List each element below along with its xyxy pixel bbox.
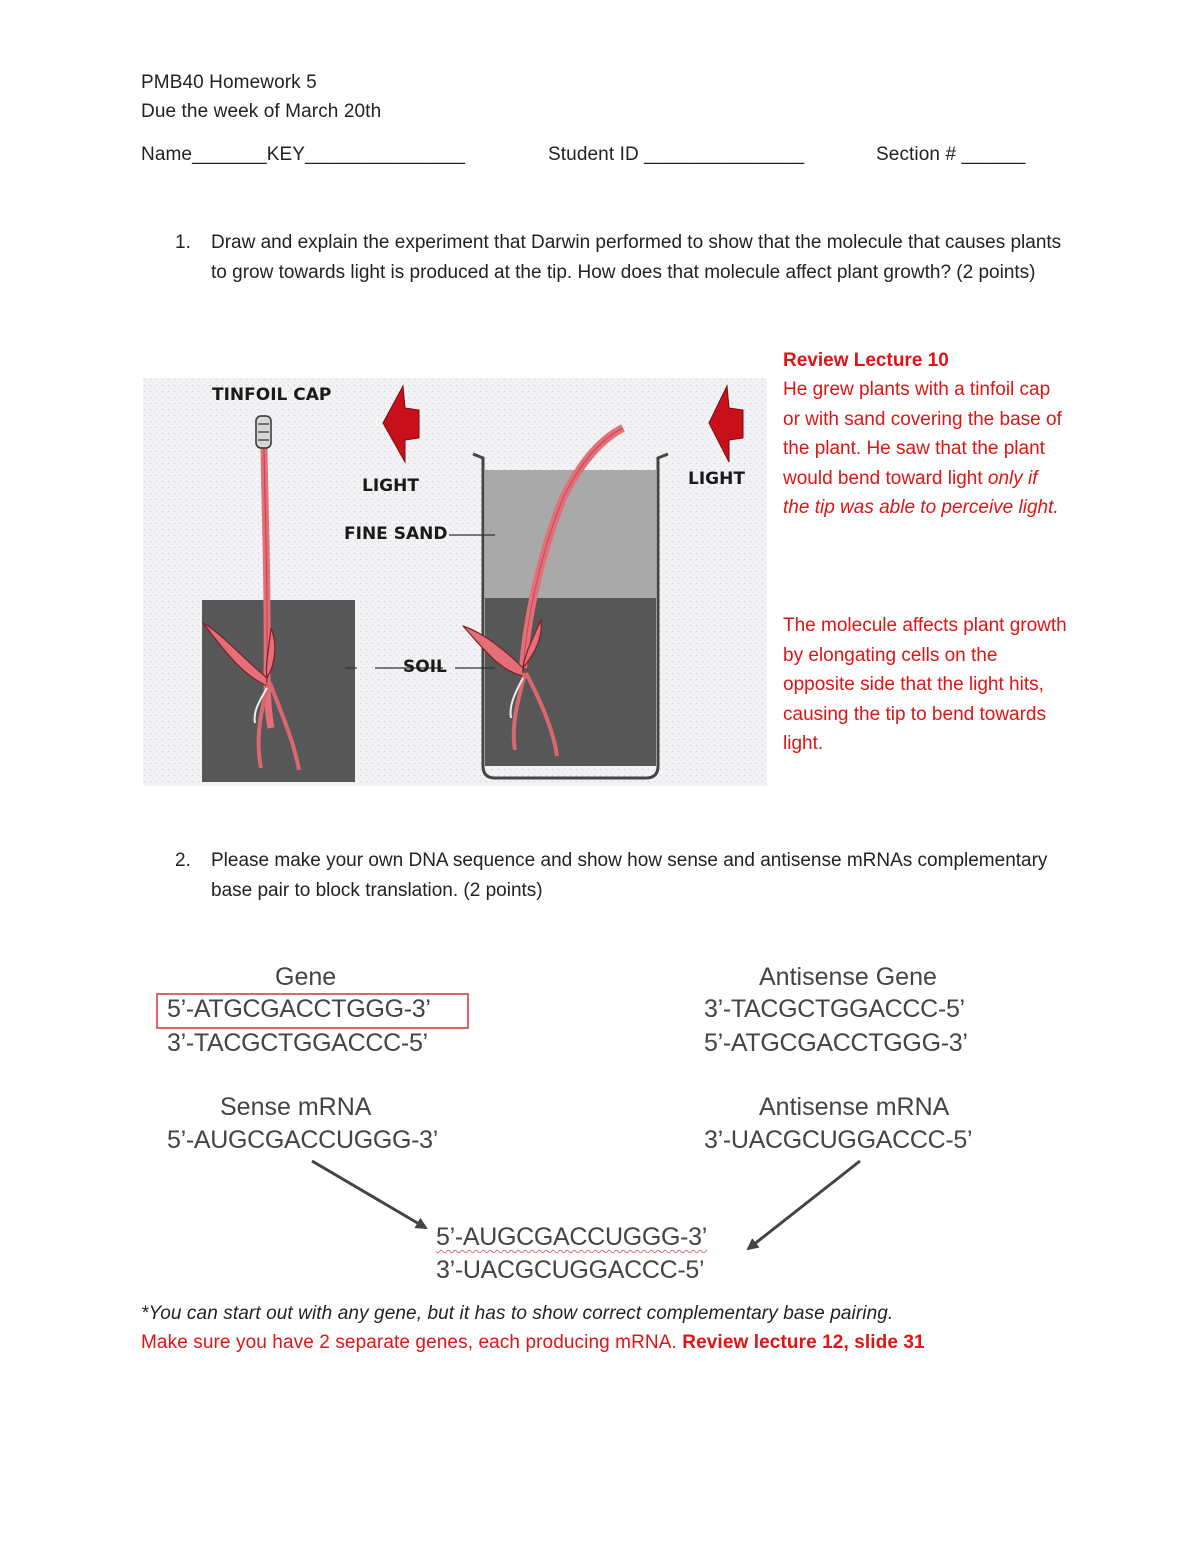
antisense-gene-strand-2: 5’-ATGCGACCTGGG-3’ bbox=[704, 1029, 968, 1057]
q2-number: 2. bbox=[175, 850, 191, 871]
student-id-field: Student ID _______________ bbox=[548, 144, 805, 165]
q1-number: 1. bbox=[175, 232, 191, 253]
antisense-gene-title: Antisense Gene bbox=[759, 963, 937, 991]
name-field: Name_______KEY_______________ bbox=[141, 144, 466, 165]
due-date: Due the week of March 20th bbox=[141, 101, 382, 122]
note-red bbox=[141, 1332, 925, 1354]
note-red-bold: Review lecture 12, slide 31 bbox=[682, 1332, 925, 1353]
q2-text: Please make your own DNA sequence and show how sense and antisense mRNAs complementary base pair to block translation. (2 points) bbox=[211, 850, 1048, 901]
q1-answer-paragraph-2: The molecule affects plant growth by elongating cells on the opposite side that the light hits, causing the tip to bend towards light. bbox=[783, 615, 1067, 754]
note-italic: *You can start out with any gene, but it has to show correct complementary base pairing. bbox=[141, 1303, 894, 1324]
course-title: PMB40 Homework 5 bbox=[141, 72, 317, 93]
section-field: Section # ______ bbox=[876, 144, 1026, 165]
antisense-mrna-title: Antisense mRNA bbox=[759, 1093, 950, 1121]
q1-answer-p1-main: He grew plants with a tinfoil cap or with sand covering the base of the plant. He saw that the plant would bend toward light bbox=[783, 379, 1062, 489]
duplex-strand-1 bbox=[436, 1223, 707, 1252]
antisense-gene-strand-1: 3’-TACGCTGGACCC-5’ bbox=[704, 995, 965, 1023]
duplex-strand-1-text: 5’-AUGCGACCUGGG-3’ bbox=[436, 1223, 708, 1251]
q1-answer-heading: Review Lecture 10 bbox=[783, 350, 949, 371]
antisense-to-duplex-arrow bbox=[748, 1161, 860, 1249]
gene-strand-1: 5’-ATGCGACCTGGG-3’ bbox=[167, 995, 431, 1023]
antisense-mrna-sequence: 3’-UACGCUGGACCC-5’ bbox=[704, 1126, 973, 1154]
sense-mrna-sequence: 5’-AUGCGACCUGGG-3’ bbox=[167, 1126, 439, 1154]
sense-mrna-title: Sense mRNA bbox=[220, 1093, 372, 1121]
q1-answer-p1-emphasis: only if the tip was able to perceive light. bbox=[783, 467, 1059, 518]
duplex-strand-2: 3’-UACGCUGGACCC-5’ bbox=[436, 1256, 705, 1284]
q1-text: Draw and explain the experiment that Darwin performed to show that the molecule that causes plants to grow towards light is produced at the tip. How does that molecule affect plant growth? (2 points) bbox=[211, 232, 1062, 283]
label-tinfoil-cap: TINFOIL CAP bbox=[212, 385, 332, 405]
label-light-left: LIGHT bbox=[362, 476, 419, 496]
label-soil: SOIL bbox=[403, 657, 447, 677]
label-light-right: LIGHT bbox=[688, 469, 745, 489]
sense-to-duplex-arrow bbox=[312, 1161, 426, 1228]
note-red-text: Make sure you have 2 separate genes, each producing mRNA. bbox=[141, 1332, 683, 1353]
gene-title: Gene bbox=[275, 963, 337, 991]
gene-strand-2: 3’-TACGCTGGACCC-5’ bbox=[167, 1029, 428, 1057]
label-fine-sand: FINE SAND bbox=[344, 524, 448, 544]
